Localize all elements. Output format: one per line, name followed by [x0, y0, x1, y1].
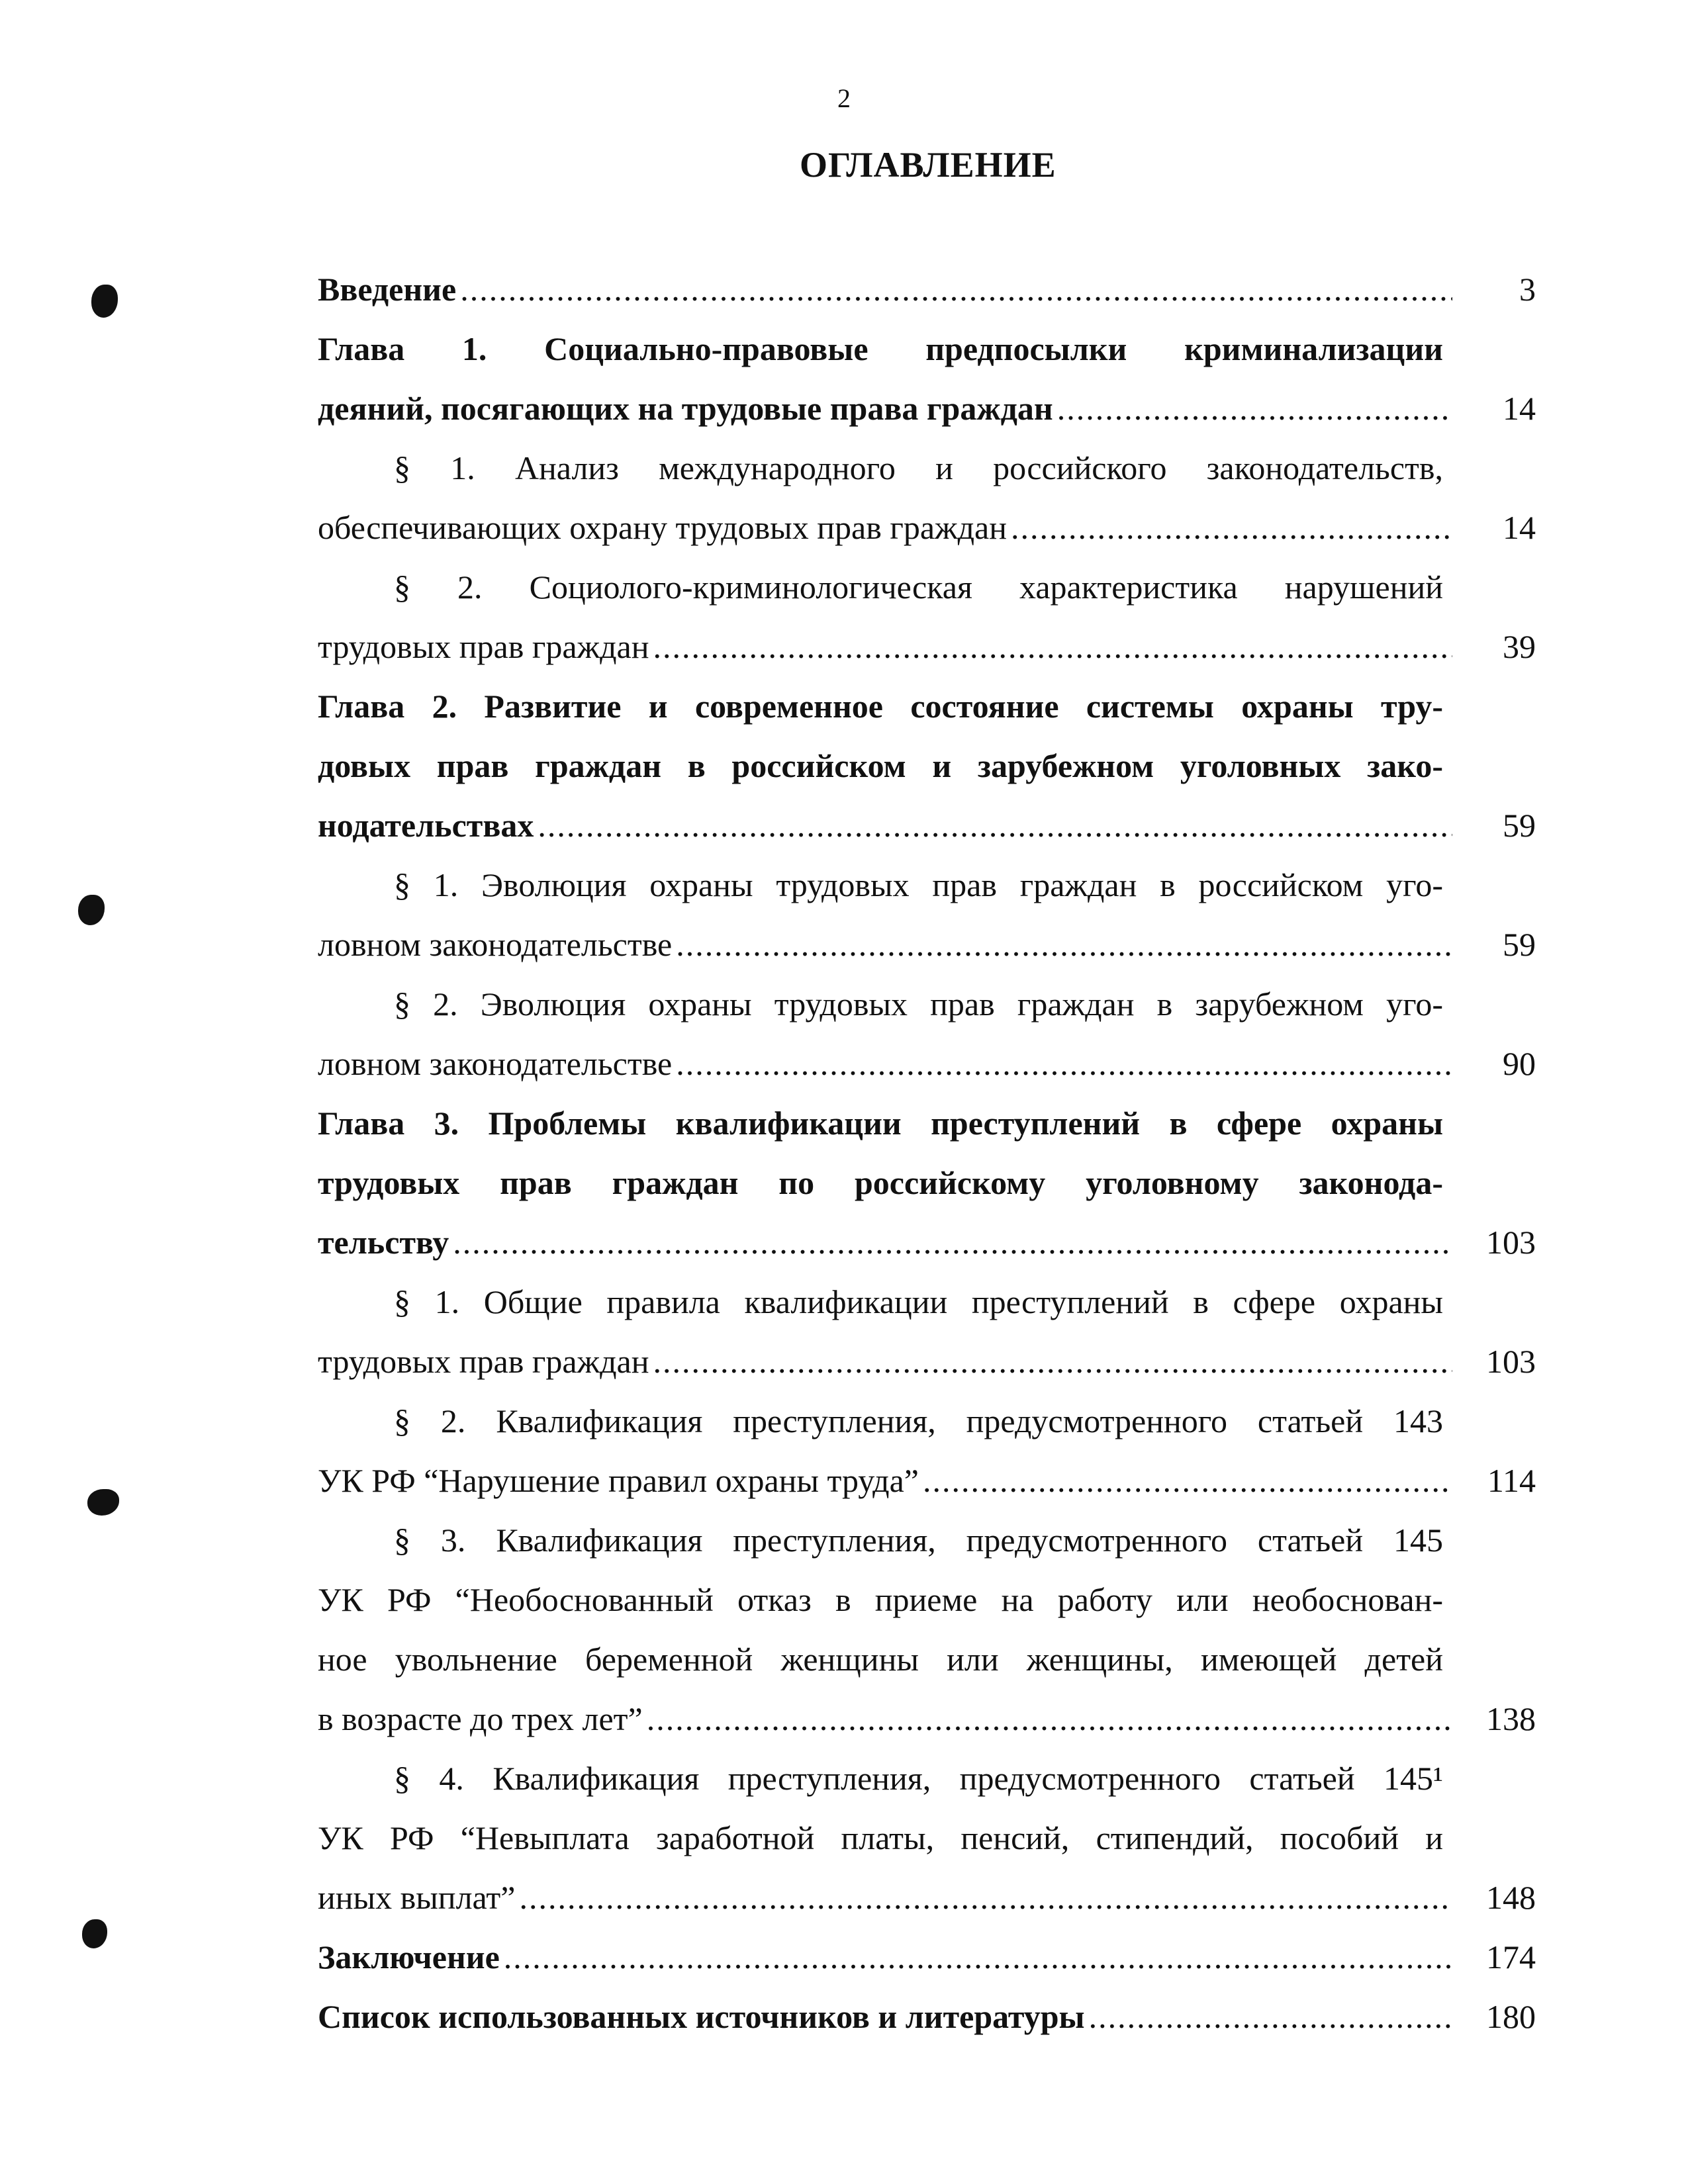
dot-leader [653, 1332, 1453, 1391]
toc-entry-leader-line [318, 1451, 1536, 1510]
toc-entry [318, 855, 1536, 974]
binder-hole-mark [78, 895, 105, 925]
toc-entry-title: трудовых прав граждан [318, 628, 649, 665]
page-number: 2 [837, 83, 851, 113]
toc-entry-title: Заключение [318, 1938, 500, 1976]
toc-entry-line: § 3. Квалификация преступления, предусмотренного статьей 145 [394, 1522, 1443, 1559]
toc-entry-title: деяний, посягающих на трудовые права граждан [318, 390, 1053, 427]
toc-entry-leader-line [318, 498, 1536, 557]
toc-page-number: 90 [1503, 1045, 1536, 1082]
toc-page-number: 180 [1486, 1998, 1536, 2035]
dot-leader [676, 1034, 1452, 1093]
toc-entry [318, 974, 1536, 1093]
toc-entry-title: в возрасте до трех лет” [318, 1700, 643, 1737]
toc-entry [318, 1749, 1536, 1927]
binder-hole-mark [87, 1489, 119, 1516]
dot-leader [538, 796, 1452, 855]
toc-entry [318, 1510, 1536, 1749]
dot-leader [453, 1212, 1452, 1272]
toc-entry-line: трудовых прав граждан по российскому уголовному законода- [318, 1164, 1443, 1201]
toc-entry-line: § 1. Анализ международного и российского законодательств, [394, 449, 1443, 486]
toc-page-number: 3 [1519, 271, 1536, 308]
toc-entry [318, 557, 1536, 676]
toc-entry-title: Список использованных источников и литературы [318, 1998, 1085, 2035]
table-of-contents [318, 259, 1536, 2046]
toc-entry-title: иных выплат” [318, 1879, 516, 1916]
toc-entry-line: § 2. Социолого-криминологическая характеристика нарушений [394, 569, 1443, 606]
toc-entry-line: § 1. Общие правила квалификации преступлений в сфере охраны [394, 1283, 1443, 1320]
toc-entry-leader-line [318, 617, 1536, 676]
toc-entry-leader-line [318, 379, 1536, 438]
toc-page-number: 14 [1503, 390, 1536, 427]
toc-entry-leader-line [318, 1212, 1536, 1272]
toc-entry-leader-line [318, 1927, 1536, 1987]
toc-entry [318, 1987, 1536, 2046]
toc-entry [318, 1391, 1536, 1510]
toc-entry [318, 1093, 1536, 1272]
toc-entry-leader-line [318, 915, 1536, 974]
toc-entry [318, 259, 1536, 319]
toc-page-number: 59 [1503, 807, 1536, 844]
toc-entry-leader-line [318, 1987, 1536, 2046]
toc-entry-line: § 1. Эволюция охраны трудовых прав граждан в российском уго- [394, 866, 1443, 903]
toc-entry-title: трудовых прав граждан [318, 1343, 649, 1380]
dot-leader [923, 1451, 1452, 1510]
toc-entry-leader-line [318, 259, 1536, 319]
toc-entry-leader-line [318, 1332, 1536, 1391]
toc-entry-title: УК РФ “Нарушение правил охраны труда” [318, 1462, 919, 1499]
toc-entry-title: нодательствах [318, 807, 534, 844]
dot-leader [1011, 498, 1452, 557]
toc-page-number: 103 [1486, 1343, 1536, 1380]
toc-entry [318, 319, 1536, 438]
toc-entry [318, 676, 1536, 855]
dot-leader [504, 1927, 1452, 1987]
toc-page-number: 103 [1486, 1224, 1536, 1261]
toc-page-number: 39 [1503, 628, 1536, 665]
toc-entry-line: УК РФ “Необоснованный отказ в приеме на работу или необоснован- [318, 1581, 1443, 1618]
toc-entry-line: § 2. Квалификация преступления, предусмотренного статьей 143 [394, 1402, 1443, 1439]
toc-entry-line: § 4. Квалификация преступления, предусмотренного статьей 145¹ [394, 1760, 1443, 1797]
toc-entry-line: Глава 2. Развитие и современное состояние системы охраны тру- [318, 688, 1443, 725]
toc-entry-line: довых прав граждан в российском и зарубежном уголовных зако- [318, 747, 1443, 784]
binder-hole-mark [91, 285, 118, 318]
toc-entry [318, 1927, 1536, 1987]
dot-leader [647, 1689, 1452, 1749]
toc-page-number: 14 [1503, 509, 1536, 546]
dot-leader [1089, 1987, 1452, 2046]
toc-entry-title: ловном законодательстве [318, 926, 673, 963]
toc-entry-line: УК РФ “Невыплата заработной платы, пенсий, стипендий, пособий и [318, 1819, 1443, 1856]
toc-entry-line: Глава 3. Проблемы квалификации преступлений в сфере охраны [318, 1105, 1443, 1142]
dot-leader [1057, 379, 1452, 438]
dot-leader [676, 915, 1452, 974]
toc-entry-title: Введение [318, 271, 457, 308]
toc-page-number: 138 [1486, 1700, 1536, 1737]
toc-entry-line: ное увольнение беременной женщины или женщины, имеющей детей [318, 1641, 1443, 1678]
toc-entry-title: ловном законодательстве [318, 1045, 673, 1082]
dot-leader [519, 1868, 1452, 1927]
toc-entry-title: тельству [318, 1224, 449, 1261]
toc-page-number: 174 [1486, 1938, 1536, 1976]
toc-entry [318, 438, 1536, 557]
toc-entry-line: § 2. Эволюция охраны трудовых прав граждан в зарубежном уго- [394, 985, 1443, 1023]
toc-entry-leader-line [318, 796, 1536, 855]
toc-entry-leader-line [318, 1868, 1536, 1927]
toc-page-number: 114 [1487, 1462, 1536, 1499]
toc-page-number: 148 [1486, 1879, 1536, 1916]
toc-page-number: 59 [1503, 926, 1536, 963]
page-title: ОГЛАВЛЕНИЕ [800, 145, 1056, 185]
binder-hole-mark [82, 1919, 107, 1948]
toc-entry-leader-line [318, 1034, 1536, 1093]
dot-leader [460, 259, 1452, 319]
toc-entry [318, 1272, 1536, 1391]
toc-entry-line: Глава 1. Социально-правовые предпосылки криминализации [318, 330, 1443, 367]
dot-leader [653, 617, 1453, 676]
toc-entry-leader-line [318, 1689, 1536, 1749]
toc-entry-title: обеспечивающих охрану трудовых прав граждан [318, 509, 1007, 546]
